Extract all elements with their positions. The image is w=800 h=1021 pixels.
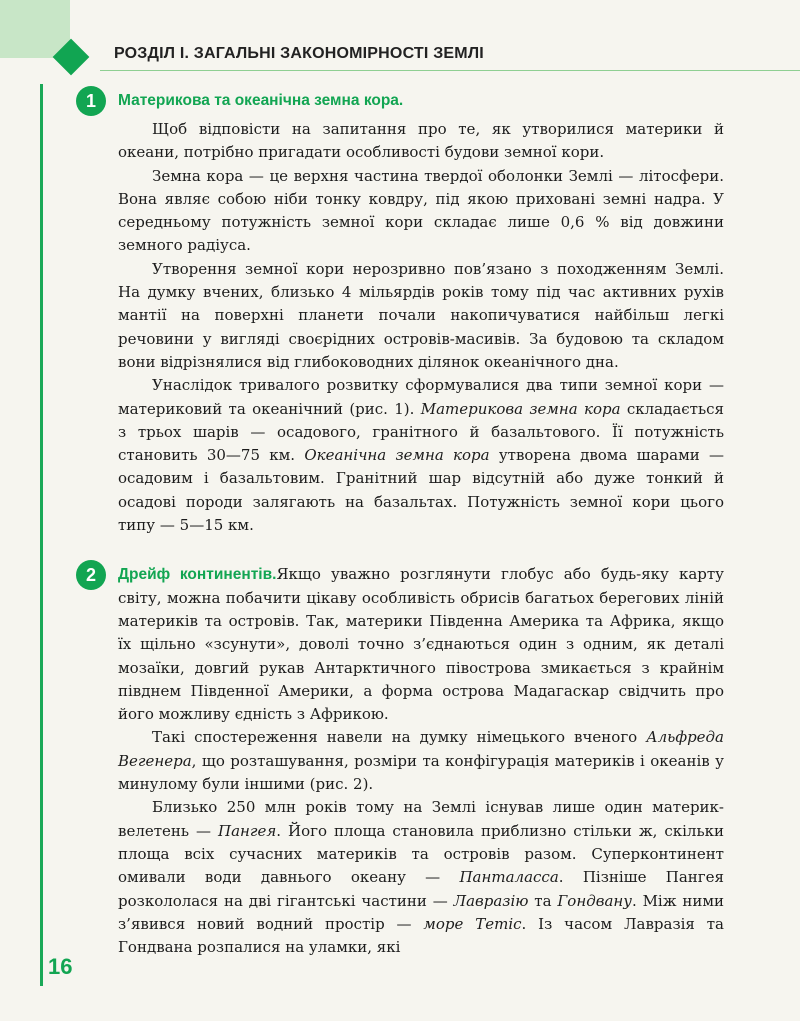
- paragraph: [118, 563, 724, 726]
- term-continental-crust: Материкова земна кора: [420, 399, 621, 418]
- text-run: складається з трьох шарів — осадового, гранітного й базальтового. Її потужність становить 30—75 км.: [118, 399, 724, 465]
- paragraph: [118, 796, 724, 959]
- term-laurasia: Лавразію: [453, 891, 529, 910]
- text-run: . Його площа становила приблизно стільки ж, скільки площа всіх сучасних материків та островів разом. Суперконтинент омивали води давнього океану —: [118, 821, 724, 887]
- page-content: [85, 86, 725, 959]
- paragraph: Щоб відповісти на запитання про те, як утворилися материки й океани, потрібно пригадати особливості будови земної кори.: [118, 120, 724, 162]
- margin-bar: [40, 84, 43, 986]
- text-run: . Між ними з’явився новий водний простір —: [118, 891, 725, 933]
- term-gondwana: Гондвану: [557, 891, 632, 910]
- text-run: та: [528, 891, 558, 910]
- paragraph: [118, 726, 724, 796]
- page-number: 16: [48, 954, 73, 979]
- term-pangea: Пангея: [218, 821, 277, 840]
- chapter-header: РОЗДІЛ І. ЗАГАЛЬНІ ЗАКОНОМІРНОСТІ ЗЕМЛІ: [114, 45, 484, 62]
- section-1-heading: [76, 86, 724, 116]
- text-run: , що розташування, розміри та конфігурація материків і океанів у минулому були іншими (рис. 2).: [118, 751, 724, 794]
- paragraph: [118, 374, 724, 537]
- text-run: утворена двома шарами — осадовим і базальтовим. Гранітний шар відсутній або дуже тонкий й осадові породи залягають на базальтах. Потужність земної кори цього типу — 5—15 км.: [118, 446, 725, 535]
- text-run: Близько 250 млн років тому на Землі існував лише один материк-велетень —: [118, 798, 724, 840]
- text-run: . Із часом Лавразія та Гондвана розпалися на уламки, які: [118, 914, 724, 957]
- section-1-title: Материкова та океанічна земна кора.: [118, 92, 404, 109]
- paragraph: Земна кора — це верхня частина твердої оболонки Землі — літосфери. Вона являє собою ніби тонку ковдру, під якою приховані земні надра. У середньому потужність земної кори складає лише 0,6 % від довжини земного радіуса.: [118, 166, 724, 255]
- paragraph: Утворення земної кори нерозривно пов’язано з походженням Землі. На думку вчених, близько 4 мільярдів років тому під час активних рухів мантії на поверхні планети почали накопичуватися найбільш легкі речовини у вигляді своєрідних островів-масивів. За будовою та складом вони відрізнялися від глибоководних ділянок океанічного дна.: [118, 259, 724, 371]
- text-run: Унаслідок тривалого розвитку сформувалися два типи земної кори — материковий та океанічний (рис. 1).: [118, 376, 724, 418]
- header-divider: [100, 70, 800, 71]
- term-oceanic-crust: Океанічна земна кора: [304, 446, 490, 465]
- section-2: [85, 563, 725, 959]
- section-2-title: Дрейф континентів.: [118, 566, 277, 584]
- term-tethys: море Тетіс: [423, 914, 522, 933]
- text-run: Якщо уважно розглянути глобус або будь-яку карту світу, можна побачити цікаву особливість обрисів багатьох берегових ліній материків та островів. Так, материки Південна Америка та Африка, якщо їх щільно «зсунути», доволі точно з’єднаються один з одним, як деталі мозаїки, довгий рукав Антарктичного півострова змикається з крайнім півднем Південної Америки, а форма острова Мадагаскар свідчить про його можливу єдність з Африкою.: [118, 565, 724, 724]
- text-run: . Пізніше Пангея розкололася на дві гігантські частини —: [118, 868, 725, 910]
- text-run: Такі спостереження навели на думку німецького вченого: [152, 728, 647, 747]
- section-number-badge: 1: [76, 86, 106, 116]
- section-number-badge: 2: [76, 560, 106, 590]
- term-wegener: Альфреда Вегенера: [118, 728, 724, 770]
- term-panthalassa: Панталасса: [459, 868, 559, 887]
